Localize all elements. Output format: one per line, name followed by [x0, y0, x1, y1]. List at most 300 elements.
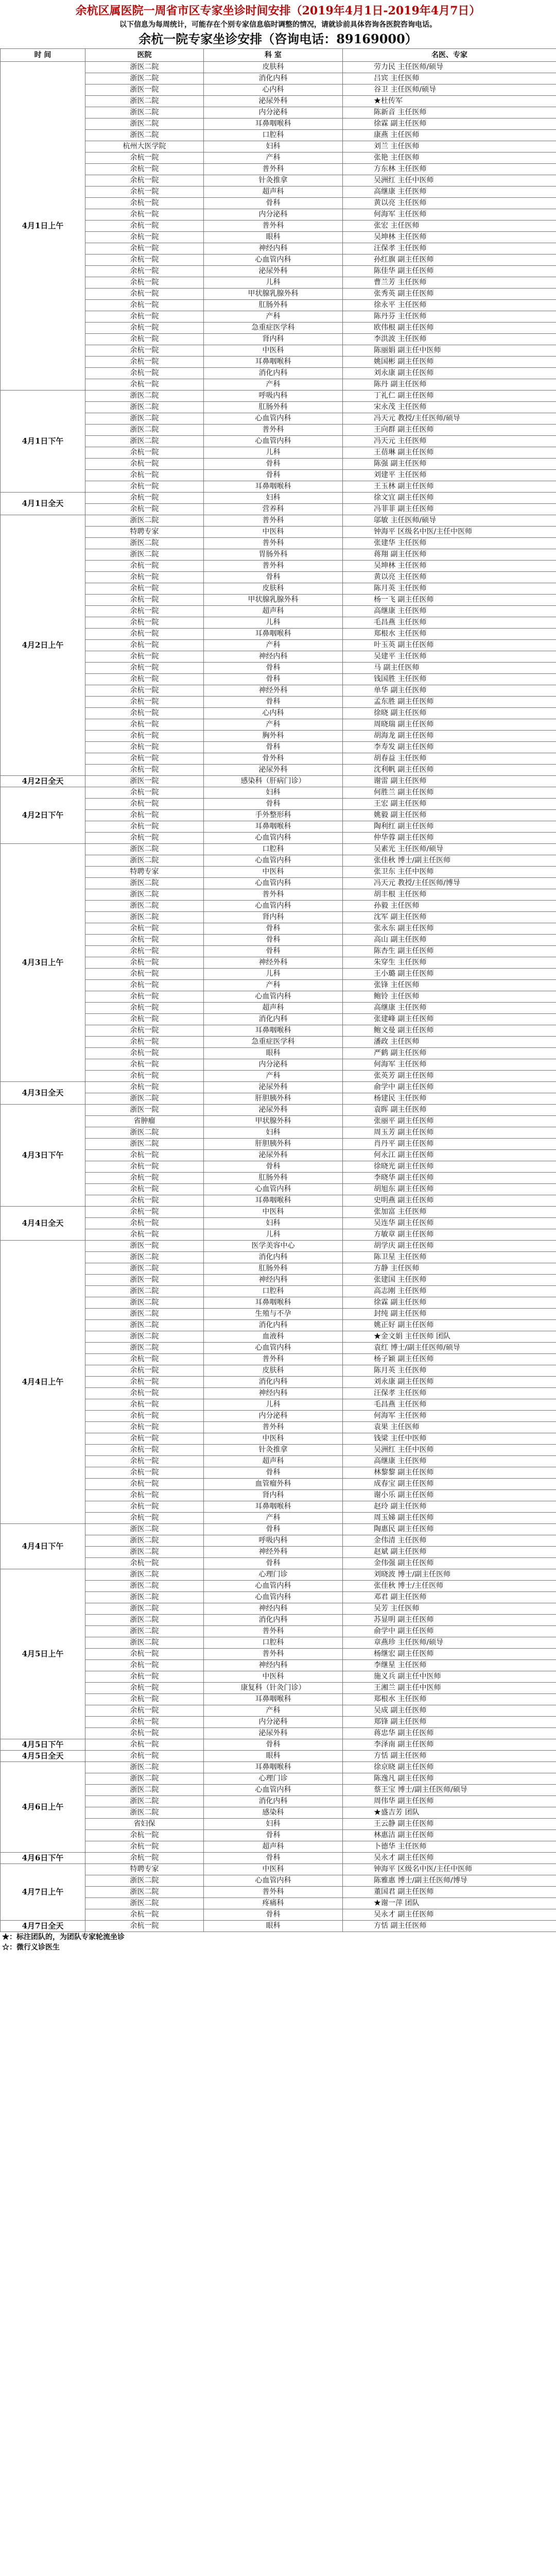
table-row: [1, 515, 556, 527]
doctor-cell: 孙红旗 副主任医师: [343, 255, 556, 266]
doctor-cell: 仲华蓉 副主任医师: [343, 833, 556, 844]
hospital-cell: 余杭一院: [85, 357, 204, 368]
department-cell: 消化内科: [204, 1796, 343, 1807]
doctor-cell: 郑根水 主任医师: [343, 629, 556, 640]
hospital-cell: 浙医二院: [85, 1785, 204, 1796]
hospital-cell: 余杭一院: [85, 674, 204, 685]
department-cell: 普外科: [204, 538, 343, 549]
department-cell: 骨科: [204, 742, 343, 753]
department-cell: 消化内科: [204, 1377, 343, 1388]
hospital-cell: 余杭一院: [85, 935, 204, 946]
hospital-cell: 余杭一院: [85, 991, 204, 1003]
department-cell: 泌尿外科: [204, 266, 343, 277]
doctor-cell: 陈丽娟 副主任中医师: [343, 345, 556, 357]
table-row: [1, 1739, 556, 1751]
department-cell: 普外科: [204, 164, 343, 175]
doctor-cell: 吴芳 主任医师: [343, 1603, 556, 1615]
hospital-cell: 余杭一院: [85, 821, 204, 833]
department-cell: 疼痛科: [204, 1898, 343, 1909]
department-cell: 神经内科: [204, 1275, 343, 1286]
doctor-cell: 张永东 副主任医师: [343, 923, 556, 935]
doctor-cell: 方恬 副主任医师: [343, 1751, 556, 1762]
department-cell: 妇科: [204, 1127, 343, 1139]
doctor-cell: 成春宝 副主任医师: [343, 1479, 556, 1490]
table-row: [1, 776, 556, 787]
department-cell: 心内科: [204, 84, 343, 96]
hospital-cell: 余杭一院: [85, 1229, 204, 1241]
hospital-cell: 余杭一院: [85, 1173, 204, 1184]
hospital-cell: 余杭一院: [85, 629, 204, 640]
table-row: [1, 1921, 556, 1932]
department-cell: 中医科: [204, 1207, 343, 1218]
department-cell: 骨科: [204, 1830, 343, 1841]
doctor-cell: 朱穿生 主任医师: [343, 957, 556, 969]
doctor-cell: 钟海平 区级名中医/主任中医师: [343, 527, 556, 538]
hospital-cell: 浙医二院: [85, 425, 204, 436]
hospital-cell: 浙医二院: [85, 1581, 204, 1592]
hospital-cell: 浙医二院: [85, 844, 204, 855]
hospital-cell: 余杭一院: [85, 1841, 204, 1853]
doctor-cell: 徐霖 副主任医师: [343, 1297, 556, 1309]
department-cell: 妇科: [204, 493, 343, 504]
hospital-cell: 浙医二院: [85, 391, 204, 402]
time-slot-cell: 4月2日全天: [1, 776, 85, 787]
doctor-cell: 鲍铃 主任医师: [343, 991, 556, 1003]
doctor-cell: 袁晖 副主任医师: [343, 1105, 556, 1116]
hospital-cell: 余杭一院: [85, 1059, 204, 1071]
doctor-cell: 曹兰芳 主任医师: [343, 277, 556, 289]
department-cell: 神经外科: [204, 957, 343, 969]
doctor-cell: 鲍文曼 副主任医师: [343, 1025, 556, 1037]
doctor-cell: 高继康 主任医师: [343, 1456, 556, 1467]
department-cell: 肝胆胰外科: [204, 1139, 343, 1150]
doctor-cell: 单华 副主任医师: [343, 685, 556, 697]
doctor-cell: 徐文宜 副主任医师: [343, 493, 556, 504]
doctor-cell: 金伟强 副主任医师: [343, 1558, 556, 1569]
doctor-cell: 王向群 副主任医师: [343, 425, 556, 436]
doctor-cell: 方敏章 副主任医师: [343, 1229, 556, 1241]
hospital-cell: 浙医二院: [85, 1331, 204, 1343]
hospital-cell: 余杭一院: [85, 1365, 204, 1377]
department-cell: 肝胆胰外科: [204, 1093, 343, 1105]
department-cell: 神经内科: [204, 1603, 343, 1615]
hospital-cell: 浙医二院: [85, 878, 204, 889]
doctor-cell: 蒋翔 副主任医师: [343, 549, 556, 561]
department-cell: 儿科: [204, 1229, 343, 1241]
doctor-cell: 杨一飞 副主任医师: [343, 595, 556, 606]
table-row: [1, 1082, 556, 1093]
hospital-cell: 特聘专家: [85, 527, 204, 538]
doctor-cell: 丁礼仁 副主任医师: [343, 391, 556, 402]
table-row: [1, 62, 556, 73]
table-row: [1, 1762, 556, 1773]
doctor-cell: 张佳秋 博士/副主任医师: [343, 855, 556, 867]
department-cell: 神经内科: [204, 243, 343, 255]
hospital-cell: 余杭一院: [85, 1195, 204, 1207]
hospital-cell: 余杭一院: [85, 946, 204, 957]
department-cell: 骨科: [204, 1739, 343, 1751]
doctor-cell: 刘永康 副主任医师: [343, 1377, 556, 1388]
department-cell: 针灸推拿: [204, 175, 343, 187]
doctor-cell: 张英芳 副主任医师: [343, 1071, 556, 1082]
hospital-cell: 余杭一院: [85, 765, 204, 776]
department-cell: 骨科: [204, 459, 343, 470]
department-cell: 神经外科: [204, 685, 343, 697]
doctor-cell: 潘政 主任医师: [343, 1037, 556, 1048]
doctor-cell: 冯天元 主任医师: [343, 436, 556, 447]
time-slot-cell: 4月1日上午: [1, 62, 85, 391]
doctor-cell: 蒋忠华 副主任医师: [343, 1728, 556, 1739]
table-row: [1, 1524, 556, 1535]
doctor-cell: 宋永茂 主任医师: [343, 402, 556, 413]
time-slot-cell: 4月1日下午: [1, 391, 85, 493]
department-cell: 骨科: [204, 946, 343, 957]
doctor-cell: 郑锋 副主任医师: [343, 1717, 556, 1728]
department-cell: 产科: [204, 719, 343, 731]
hospital-cell: 余杭一院: [85, 640, 204, 651]
department-cell: 中医科: [204, 1671, 343, 1683]
hospital-cell: 浙医二院: [85, 1569, 204, 1581]
time-slot-cell: 4月4日全天: [1, 1207, 85, 1241]
doctor-cell: 邓君 副主任医师: [343, 1592, 556, 1603]
department-cell: 骨科: [204, 799, 343, 810]
doctor-cell: 马 副主任医师: [343, 663, 556, 674]
hospital-cell: 浙医二院: [85, 1603, 204, 1615]
doctor-cell: 苏显明 副主任医师: [343, 1615, 556, 1626]
hospital-cell: 浙医二院: [85, 1093, 204, 1105]
doctor-cell: 张卫东 主任中医师: [343, 867, 556, 878]
doctor-cell: 陈杏生 副主任医师: [343, 946, 556, 957]
department-cell: 中医科: [204, 1864, 343, 1875]
department-cell: 耳鼻咽喉科: [204, 1501, 343, 1513]
hospital-cell: 浙医二院: [85, 1887, 204, 1898]
doctor-cell: 毛昌燕 主任医师: [343, 617, 556, 629]
department-cell: 耳鼻咽喉科: [204, 1762, 343, 1773]
hospital-cell: 余杭一院: [85, 1411, 204, 1422]
doctor-cell: 陈月英 主任医师: [343, 583, 556, 595]
doctor-cell: 高继康 主任医师: [343, 606, 556, 617]
department-cell: 呼吸内科: [204, 1535, 343, 1547]
doctor-cell: 陈佳华 副主任医师: [343, 266, 556, 277]
hospital-cell: 浙医二院: [85, 1796, 204, 1807]
department-cell: 耳鼻咽喉科: [204, 357, 343, 368]
doctor-cell: 赵玲 副主任医师: [343, 1501, 556, 1513]
hospital-cell: 余杭一院: [85, 572, 204, 583]
doctor-cell: 王云静 副主任医师: [343, 1819, 556, 1830]
doctor-cell: 杨子颖 副主任医师: [343, 1354, 556, 1365]
doctor-cell: 汪保孝 主任医师: [343, 243, 556, 255]
notice-text: 以下信息为每周统计，可能存在个别专家信息临时调整的情况，请就诊前具体咨询各医院咨询电话。: [119, 21, 437, 29]
department-cell: 急重症医学科: [204, 323, 343, 334]
department-cell: 妇科: [204, 1819, 343, 1830]
department-cell: 内分泌科: [204, 107, 343, 118]
hospital-cell: 特聘专家: [85, 867, 204, 878]
hospital-cell: 余杭一院: [85, 1921, 204, 1932]
department-cell: 感染科（肝病门诊）: [204, 776, 343, 787]
doctor-cell: 李泽南 副主任医师: [343, 1739, 556, 1751]
department-cell: 妇科: [204, 787, 343, 799]
doctor-cell: 刘建平 主任医师: [343, 470, 556, 481]
department-cell: 骨科: [204, 1853, 343, 1864]
department-cell: 眼科: [204, 1921, 343, 1932]
department-cell: 产科: [204, 980, 343, 991]
department-cell: 普外科: [204, 425, 343, 436]
hospital-cell: 浙医二院: [85, 1286, 204, 1297]
doctor-cell: 陈丹芬 主任医师: [343, 311, 556, 323]
doctor-cell: 林黎黎 副主任医师: [343, 1467, 556, 1479]
department-cell: 中医科: [204, 345, 343, 357]
department-cell: 中医科: [204, 867, 343, 878]
hospital-cell: 浙医二院: [85, 1592, 204, 1603]
hospital-cell: 浙医二院: [85, 1615, 204, 1626]
doctor-cell: 胡学庆 副主任医师: [343, 1241, 556, 1252]
hospital-cell: 余杭一院: [85, 1705, 204, 1717]
hospital-cell: 余杭一院: [85, 606, 204, 617]
hospital-cell: 浙医二院: [85, 436, 204, 447]
doctor-cell: 吴坤林 主任医师: [343, 232, 556, 243]
department-cell: 骨科: [204, 935, 343, 946]
hospital-cell: 余杭一院: [85, 980, 204, 991]
hospital-cell: 余杭一院: [85, 1683, 204, 1694]
hospital-cell: 浙医二院: [85, 413, 204, 425]
hospital-cell: 余杭一院: [85, 923, 204, 935]
doctor-cell: 黄以亮 主任医师: [343, 572, 556, 583]
header-hospital: 医院: [85, 49, 204, 62]
doctor-cell: ★金文娟 主任医师 团队: [343, 1331, 556, 1343]
doctor-cell: 张秀英 副主任医师: [343, 289, 556, 300]
doctor-cell: 孙毅 主任医师: [343, 901, 556, 912]
hospital-cell: 余杭一院: [85, 1354, 204, 1365]
department-cell: 感染科: [204, 1807, 343, 1819]
doctor-cell: 谢雷 副主任医师: [343, 776, 556, 787]
department-cell: 内分泌科: [204, 1717, 343, 1728]
doctor-cell: 蔡王宝 博士/副主任医师/硕导: [343, 1785, 556, 1796]
department-cell: 神经内科: [204, 1660, 343, 1671]
hospital-cell: 余杭一院: [85, 289, 204, 300]
hospital-cell: 余杭一院: [85, 243, 204, 255]
hospital-cell: 余杭一院: [85, 1456, 204, 1467]
doctor-cell: 沈军 副主任医师: [343, 912, 556, 923]
doctor-cell: 封纯 副主任医师: [343, 1309, 556, 1320]
hospital-cell: 浙医二院: [85, 1807, 204, 1819]
hospital-cell: 余杭一院: [85, 300, 204, 311]
department-cell: 肛肠外科: [204, 1263, 343, 1275]
doctor-cell: 吕宾 主任医师: [343, 73, 556, 84]
hospital-cell: 余杭一院: [85, 1037, 204, 1048]
department-cell: 妇科: [204, 141, 343, 152]
hospital-cell: 杭州大医学院: [85, 141, 204, 152]
doctor-cell: 吴永才 副主任医师: [343, 1909, 556, 1921]
time-slot-cell: 4月4日下午: [1, 1524, 85, 1569]
time-slot-cell: 4月7日上午: [1, 1864, 85, 1921]
department-cell: 中医科: [204, 1433, 343, 1445]
hospital-cell: 余杭一院: [85, 1207, 204, 1218]
department-cell: 普外科: [204, 1626, 343, 1637]
hospital-cell: 余杭一院: [85, 1660, 204, 1671]
time-slot-cell: 4月3日下午: [1, 1105, 85, 1207]
department-cell: 心血管内科: [204, 855, 343, 867]
doctor-cell: 周玉芳 副主任医师: [343, 1127, 556, 1139]
hospital-cell: 浙医二院: [85, 1297, 204, 1309]
hospital-cell: 余杭一院: [85, 493, 204, 504]
department-cell: 骨科: [204, 1524, 343, 1535]
doctor-cell: 叶玉英 副主任医师: [343, 640, 556, 651]
department-cell: 心血管内科: [204, 1875, 343, 1887]
hospital-cell: 余杭一院: [85, 1422, 204, 1433]
doctor-cell: 金伟清 主任医师: [343, 1535, 556, 1547]
hospital-cell: 余杭一院: [85, 1399, 204, 1411]
department-cell: 儿科: [204, 969, 343, 980]
doctor-cell: 刘永康 副主任医师: [343, 368, 556, 379]
department-cell: 眼科: [204, 1751, 343, 1762]
doctor-cell: 陈强 副主任医师: [343, 459, 556, 470]
department-cell: 肾内科: [204, 1490, 343, 1501]
table-row: [1, 1864, 556, 1875]
department-cell: 消化内科: [204, 1320, 343, 1331]
hospital-cell: 余杭一院: [85, 799, 204, 810]
department-cell: 皮肤科: [204, 583, 343, 595]
doctor-cell: 姚毅 副主任医师: [343, 810, 556, 821]
table-row: [1, 493, 556, 504]
doctor-cell: 陈月英 主任医师: [343, 1365, 556, 1377]
department-cell: 内分泌科: [204, 1411, 343, 1422]
hospital-cell: 余杭一院: [85, 277, 204, 289]
table-row: [1, 1751, 556, 1762]
table-row: [1, 1241, 556, 1252]
footer-note-team: ★：标注团队的，为团队专家轮流坐诊: [2, 1933, 125, 1941]
doctor-cell: 施义兵 副主任中医师: [343, 1671, 556, 1683]
department-cell: 心理门诊: [204, 1773, 343, 1785]
hospital-cell: 浙医一院: [85, 1105, 204, 1116]
department-cell: 甲状腺乳腺外科: [204, 289, 343, 300]
hospital-cell: 余杭一院: [85, 1025, 204, 1037]
hospital-cell: 余杭一院: [85, 1388, 204, 1399]
hospital-cell: 余杭一院: [85, 1445, 204, 1456]
doctor-cell: 吴永才 副主任医师: [343, 1853, 556, 1864]
hospital-cell: 浙医二院: [85, 515, 204, 527]
doctor-cell: 史明燕 副主任医师: [343, 1195, 556, 1207]
schedule-body: [1, 62, 556, 1932]
hospital-cell: 余杭一院: [85, 742, 204, 753]
hospital-cell: 余杭一院: [85, 1728, 204, 1739]
hospital-cell: 余杭一院: [85, 1694, 204, 1705]
department-cell: 骨科: [204, 1161, 343, 1173]
hospital-cell: 余杭一院: [85, 481, 204, 493]
department-cell: 心血管内科: [204, 1592, 343, 1603]
hospital-cell: 余杭一院: [85, 685, 204, 697]
department-cell: 肛肠外科: [204, 1173, 343, 1184]
hospital-cell: 浙医二院: [85, 1252, 204, 1263]
hospital-cell: 余杭一院: [85, 708, 204, 719]
hospital-cell: 余杭一院: [85, 651, 204, 663]
doctor-cell: 高山 副主任医师: [343, 935, 556, 946]
hospital-cell: 浙医一院: [85, 84, 204, 96]
department-cell: 儿科: [204, 277, 343, 289]
department-cell: 泌尿外科: [204, 1728, 343, 1739]
department-cell: 普外科: [204, 221, 343, 232]
doctor-cell: 何海军 主任医师: [343, 1411, 556, 1422]
table-row: [1, 844, 556, 855]
department-cell: 骨科: [204, 663, 343, 674]
doctor-cell: 胡丰根 主任医师: [343, 889, 556, 901]
hospital-cell: 浙医二院: [85, 130, 204, 141]
doctor-cell: 袁果 主任医师: [343, 1422, 556, 1433]
department-cell: 耳鼻咽喉科: [204, 1195, 343, 1207]
hospital-cell: 余杭一院: [85, 1184, 204, 1195]
section-subtitle: 余杭一院专家坐诊安排（咨询电话：89169000）: [138, 31, 418, 46]
hospital-cell: 余杭一院: [85, 1218, 204, 1229]
hospital-cell: 余杭一院: [85, 504, 204, 515]
hospital-cell: 余杭一院: [85, 1082, 204, 1093]
hospital-cell: 余杭一院: [85, 379, 204, 391]
doctor-cell: 周伟华 副主任医师: [343, 1796, 556, 1807]
doctor-cell: 王蓓琳 副主任医师: [343, 447, 556, 459]
doctor-cell: 徐京晓 副主任医师: [343, 1762, 556, 1773]
hospital-cell: 浙医二院: [85, 1762, 204, 1773]
hospital-cell: 浙医二院: [85, 62, 204, 73]
hospital-cell: 余杭一院: [85, 1161, 204, 1173]
doctor-cell: 陶利红 副主任医师: [343, 821, 556, 833]
department-cell: 耳鼻咽喉科: [204, 1297, 343, 1309]
doctor-cell: 方恬 副主任医师: [343, 1921, 556, 1932]
doctor-cell: 李寿发 副主任医师: [343, 742, 556, 753]
department-cell: 骨科: [204, 1558, 343, 1569]
department-cell: 康复科（针灸门诊）: [204, 1683, 343, 1694]
doctor-cell: 张锋 主任医师: [343, 980, 556, 991]
department-cell: 耳鼻咽喉科: [204, 481, 343, 493]
doctor-cell: 冯天元 教授/主任医师/硕导: [343, 413, 556, 425]
hospital-cell: 余杭一院: [85, 1717, 204, 1728]
department-cell: 泌尿外科: [204, 765, 343, 776]
department-cell: 超声科: [204, 1456, 343, 1467]
header-department: 科 室: [204, 49, 343, 62]
doctor-cell: 刘兰 主任医师: [343, 141, 556, 152]
hospital-cell: 余杭一院: [85, 1739, 204, 1751]
department-cell: 泌尿外科: [204, 1150, 343, 1161]
doctor-cell: 杨建民 主任医师: [343, 1093, 556, 1105]
doctor-cell: 冯菲菲 副主任医师: [343, 504, 556, 515]
doctor-cell: 王小璐 副主任医师: [343, 969, 556, 980]
hospital-cell: 余杭一院: [85, 719, 204, 731]
hospital-cell: 余杭一院: [85, 175, 204, 187]
doctor-cell: 吴建平 主任医师: [343, 651, 556, 663]
doctor-cell: 张建华 主任医师: [343, 538, 556, 549]
doctor-cell: 章燕珍 主任医师/硕导: [343, 1637, 556, 1649]
doctor-cell: 杨继宏 副主任医师: [343, 1649, 556, 1660]
doctor-cell: 胡海龙 副主任医师: [343, 731, 556, 742]
doctor-cell: 俞学中 副主任医师: [343, 1082, 556, 1093]
hospital-cell: 浙医二院: [85, 1898, 204, 1909]
hospital-cell: 浙医二院: [85, 118, 204, 130]
department-cell: 骨外科: [204, 753, 343, 765]
hospital-cell: 余杭一院: [85, 1377, 204, 1388]
table-row: [1, 787, 556, 799]
department-cell: 血液科: [204, 1331, 343, 1343]
department-cell: 心血管内科: [204, 878, 343, 889]
doctor-cell: 张艳 主任医师: [343, 152, 556, 164]
department-cell: 胃肠外科: [204, 549, 343, 561]
doctor-cell: 陈逸凡 副主任医师: [343, 1773, 556, 1785]
department-cell: 急重症医学科: [204, 1037, 343, 1048]
doctor-cell: 沈利帆 副主任医师: [343, 765, 556, 776]
department-cell: 普外科: [204, 1354, 343, 1365]
department-cell: 心内科: [204, 708, 343, 719]
hospital-cell: 余杭一院: [85, 1830, 204, 1841]
hospital-cell: 余杭一院: [85, 470, 204, 481]
hospital-cell: 余杭一院: [85, 1501, 204, 1513]
time-slot-cell: 4月2日下午: [1, 787, 85, 844]
department-cell: 心血管内科: [204, 991, 343, 1003]
